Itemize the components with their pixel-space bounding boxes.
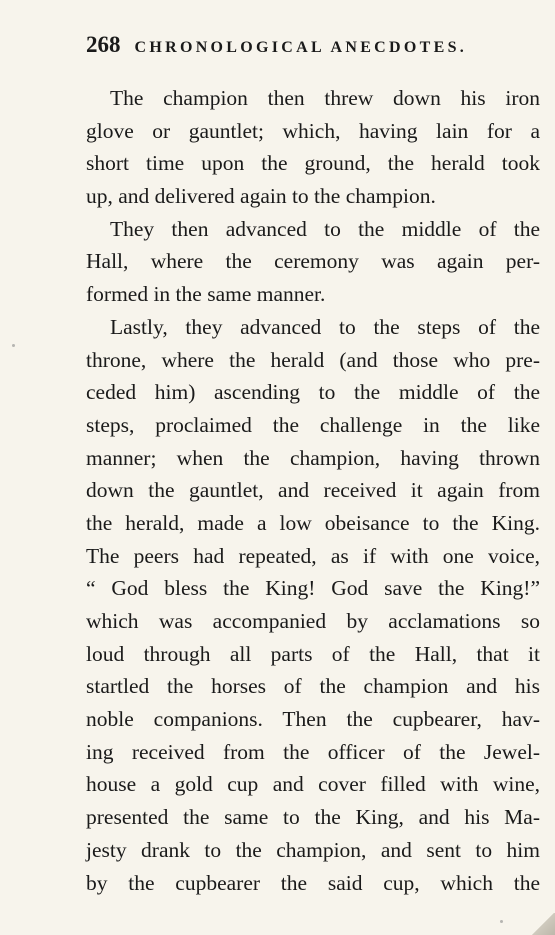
text-line: The peers had repeated, as if with one voice, bbox=[86, 543, 540, 568]
text-line: manner; when the champion, having thrown bbox=[86, 445, 540, 470]
text-line: house a gold cup and cover filled with wine, bbox=[86, 772, 540, 797]
text-line: “ God bless the King! God save the King!” bbox=[86, 576, 540, 601]
text-line: noble companions. Then the cupbearer, hav- bbox=[86, 707, 540, 732]
page-header bbox=[86, 32, 536, 62]
text-line: glove or gauntlet; which, having lain for a bbox=[86, 118, 540, 143]
text-line: short time upon the ground, the herald took bbox=[86, 151, 540, 176]
text-line: The champion then threw down his iron bbox=[110, 86, 540, 110]
text-line: loud through all parts of the Hall, that it bbox=[86, 641, 540, 666]
text-line: up, and delivered again to the champion. bbox=[86, 184, 436, 209]
text-line: ing received from the officer of the Jewel- bbox=[86, 739, 540, 764]
paper-speck bbox=[12, 344, 15, 347]
text-line: down the gauntlet, and received it again from bbox=[86, 478, 540, 503]
page-number: 268 bbox=[86, 32, 121, 57]
text-line: presented the same to the King, and his Ma- bbox=[86, 805, 540, 830]
running-head: CHRONOLOGICAL ANECDOTES. bbox=[134, 39, 468, 56]
text-line: which was accompanied by acclamations so bbox=[86, 609, 540, 633]
text-line: steps, proclaimed the challenge in the like bbox=[86, 412, 540, 437]
text-line: jesty drank to the champion, and sent to him bbox=[86, 837, 540, 862]
text-line: formed in the same manner. bbox=[86, 282, 326, 307]
body-text bbox=[86, 82, 540, 899]
text-line: the herald, made a low obeisance to the King. bbox=[86, 510, 540, 535]
paper-speck bbox=[500, 920, 503, 923]
text-line: throne, where the herald (and those who pre- bbox=[86, 347, 540, 372]
text-line: Lastly, they advanced to the steps of the bbox=[110, 314, 540, 339]
text-line: startled the horses of the champion and his bbox=[86, 674, 540, 699]
text-line: Hall, where the ceremony was again per- bbox=[86, 249, 540, 274]
text-line: ceded him) ascending to the middle of the bbox=[86, 380, 540, 405]
text-line: They then advanced to the middle of the bbox=[110, 216, 540, 241]
page-corner-mark bbox=[525, 913, 555, 935]
text-line: by the cupbearer the said cup, which the bbox=[86, 870, 540, 895]
